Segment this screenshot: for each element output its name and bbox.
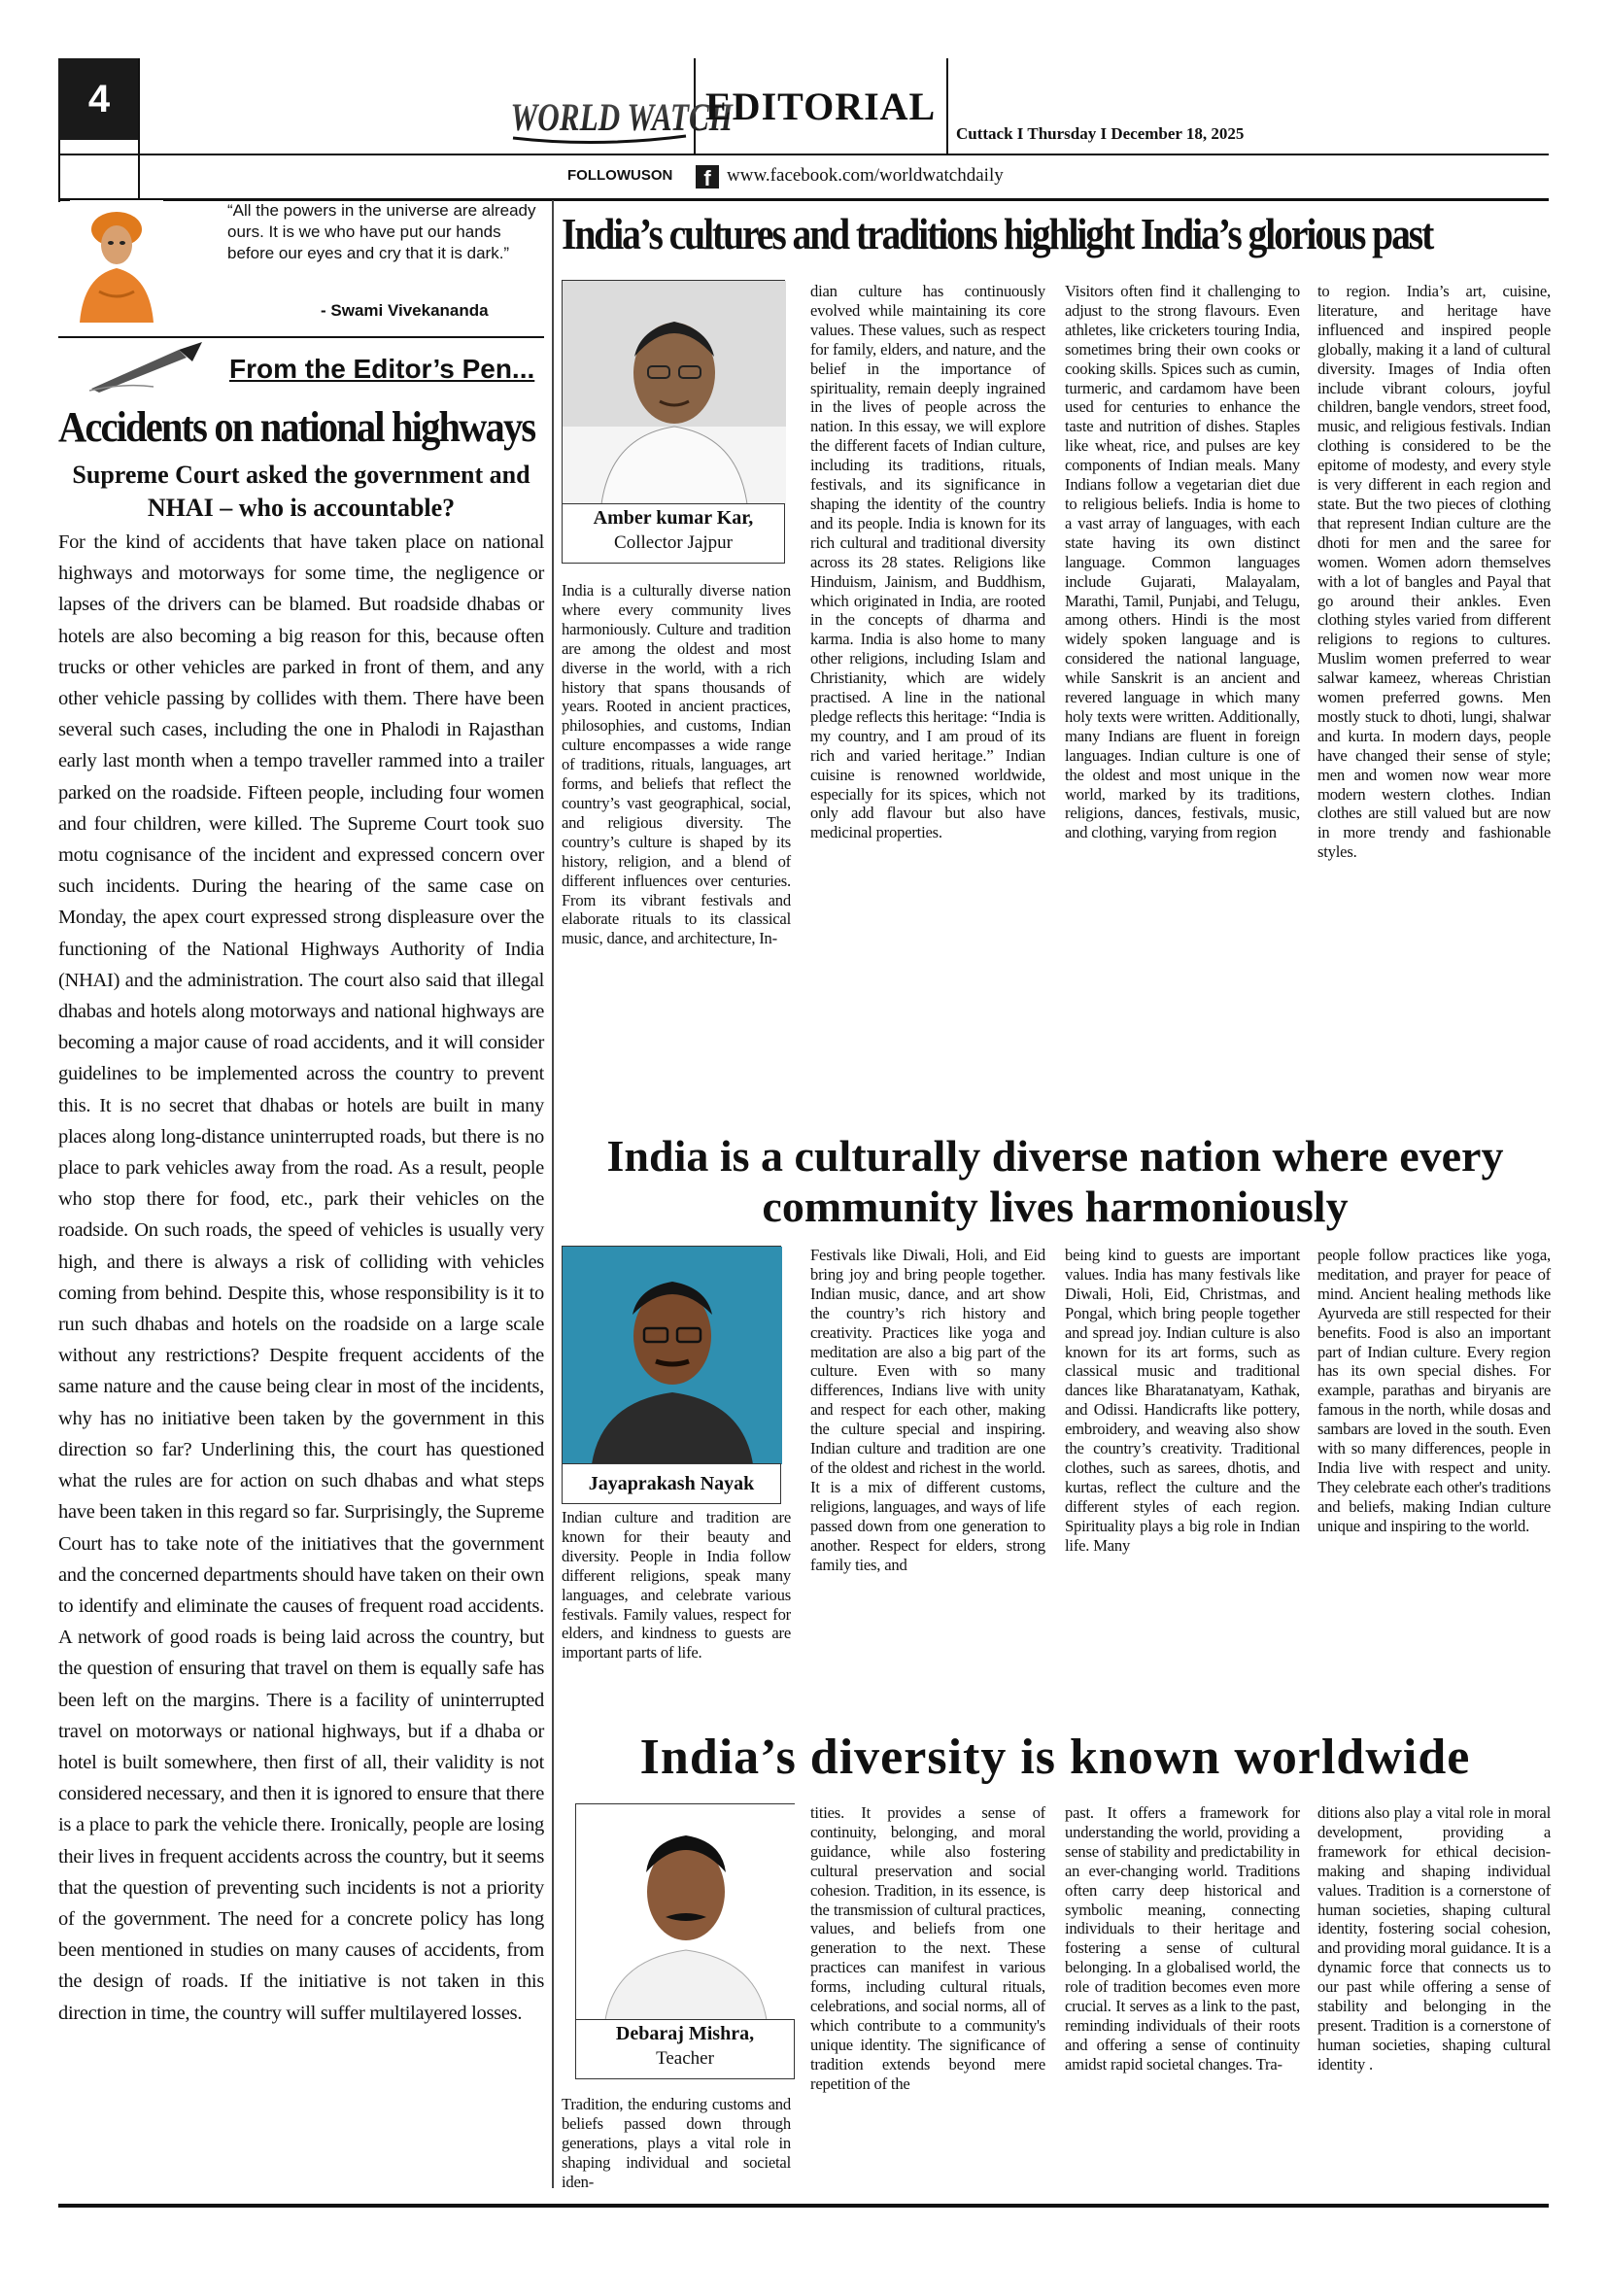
footer-rule bbox=[58, 2204, 1549, 2208]
author-role: Teacher bbox=[656, 2048, 714, 2069]
author-role: Collector Jajpur bbox=[614, 532, 733, 553]
editorial-body: For the kind of accidents that have taken place on national highways and motorways for some time, the negligence or lapses of the drivers can be blamed. But roadside dhabas or hotels are also becoming a big reason for this, because often trucks or other vehicles are parked in front of them, and any other vehicle passing by collides with them. There have been several such cases, including the one in Phalodi in Rajasthan early last month when a tempo traveller rammed into a trailer parked on the roadside. Fifteen people, including four women and four children, were killed. The Supreme Court took suo motu cognisance of the incident and expressed concern over such incidents. During the hearing of the same case on Monday, the apex court expressed strong displeasure over the functioning of the National Highways Authority of India (NHAI) and the administration. The court also said that illegal dhabas and hotels along motorways and national highways are becoming a major cause of road accidents, and it will consider guidelines to be implemented across the country to prevent this. It is no secret that dhabas or hotels are built in many places along long-distance uninterrupted roads, but there is no place to park vehicles away from the road. As a result, people who stop there for food, etc., park their vehicles on the roadside. On such roads, the speed of vehicles is usually very high, and there is always a risk of colliding with vehicles coming from behind. Despite this, whose responsibility is it to run such dhabas and hotels on the roadside on a large scale without any restrictions? Despite frequent accidents of the same nature and the cause being clear in most of the incidents, why has no initiative been taken by the government in this direction so far? Underlining this, the court has questioned what the rules are for action on such dhabas and what steps have been taken in this regard so far. Surprisingly, the Supreme Court has to take note of the initiatives that the government and the concerned departments should have taken on their own to identify and eliminate the causes of frequent road accidents. A network of good roads is being laid across the country, but the question of ensuring that travel on them is equally safe has been left on the margins. There is a facility of uninterrupted travel on motorways or national highways, but if a dhaba or hotel is built somewhere, then first of all, their validity is not considered necessary, and then it is ignored to ensure that there is a place to park the vehicle there. Ironically, people are losing their lives in frequent accidents across the country, but it seems that the question of preventing such incidents is not a priority of the government. The need for a concrete policy has long been mentioned in studies on many causes of accidents, from the design of roads. If the initiative is not taken in this direction in time, the country will suffer multilayered losses. bbox=[58, 531, 544, 2024]
author-caption-debaraj-mishra bbox=[575, 2019, 795, 2079]
author-caption-jayaprakash-nayak bbox=[562, 1463, 781, 1504]
facebook-link[interactable]: www.facebook.com/worldwatchdaily bbox=[727, 165, 1004, 186]
svg-text:WORLD WATCH: WORLD WATCH bbox=[510, 95, 734, 139]
article3-column-3: past. It offers a framework for understanding the world, providing a sense of stability and predictability in an ever-changing world. Traditions often carry deep historical and symbolic meaning, connecting individuals to their heritage and fostering a sense of cultural belonging. In a globalised world, the role of tradition becomes even more crucial. It serves as a link to the past, reminding individuals of their roots and offering a sense of continuity amidst rapid societal changes. Tra- bbox=[1065, 1803, 1300, 2073]
editorial-headline: Accidents on national highways bbox=[58, 403, 535, 451]
author-name: Amber kumar Kar, bbox=[593, 507, 754, 529]
article2-column-2: Festivals like Diwali, Holi, and Eid bring joy and bring people together. Indian music, dance, and art show the country’s rich history and creativity. Practices like yoga and meditation are also a big part of the culture. Even with so many differences, Indians live with unity and respect for each other, making the culture special and inspiring. Indian culture and tradition are one of the oldest and richest in the world. It is a mix of different customs, religions, languages, and ways of life passed down from one generation to another. Respect for elders, strong family ties, and bbox=[810, 1246, 1045, 1574]
dateline: Cuttack I Thursday I December 18, 2025 bbox=[956, 124, 1245, 143]
quote-author: - Swami Vivekananda bbox=[321, 301, 489, 320]
article2-column-3: being kind to guests are important values. India has many festivals like Diwali, Holi, Eid, Christmas, and Pongal, which bring people together and spread joy. Indian culture is also known for its art forms, such as classical music and traditional dances like Bharatanatyam, Kathak, and Odissi. Handicrafts like pottery, embroidery, and weaving also show the country’s creativity. Traditional clothes, such as sarees, dhotis, and kurtas, reflect the culture and the different styles of each region. Spirituality plays a big role in Indian life. Many bbox=[1065, 1246, 1300, 1555]
facebook-icon[interactable]: f bbox=[696, 165, 719, 188]
editorial-subheadline: Supreme Court asked the government and NHAI – who is accountable? bbox=[72, 461, 530, 522]
article1-headline: India’s cultures and traditions highlight India’s glorious past bbox=[562, 209, 1433, 258]
author-caption-amber-kumar-kar bbox=[562, 503, 785, 564]
editors-pen-kicker: From the Editor’s Pen... bbox=[229, 354, 535, 384]
fountain-pen-icon bbox=[85, 340, 212, 394]
article2-column-1: Indian culture and tradition are known for their beauty and diversity. People in India follow different religions, speak many languages, and celebrate various festivals. Family values, respect for elders, and kindness to guests are important parts of life. bbox=[562, 1508, 791, 1662]
column-divider bbox=[552, 200, 554, 2188]
article1-column-1: India is a culturally diverse nation where every community lives harmoniously. Culture and tradition are among the oldest and most diverse in the world, with a rich history that spans thousands of years. Rooted in ancient practices, philosophies, and customs, Indian culture encompasses a wide range of traditions, rituals, languages, art forms, and beliefs that reflect the country’s vast geographical, social, and religious diversity. The country’s culture is shaped by its history, religion, and a blend of different influences over centuries. From its vibrant festivals and elaborate rituals to its classical music, dance, and architecture, In- bbox=[562, 581, 791, 948]
article1-column-4: to region. India’s art, cuisine, literature, and heritage have influenced and inspired people globally, making it a land of cultural diversity. Images of India often include vibrant colours, joyful children, bangle vendors, street food, music, and religious festivals. Indian clothing is considered to be the epitome of modesty, and every style is very different in each region and state. But the two pieces of clothing that represent Indian culture are the dhoti for men and the saree for women. Women adorn themselves with a lot of bangles and Payal that go around their ankles. Even clothing styles varied from different religions to regions to cultures. Muslim women preferred to wear salwar kameez, whereas Christian women preferred gowns. Men mostly stuck to dhoti, lungi, shalwar and kurta. In modern days, people have changed their sense of style; men and women now wear more modern western clothes. Indian clothes are still valued but are now in more trendy and fashionable styles. bbox=[1317, 282, 1551, 862]
header-rule-top bbox=[58, 154, 1549, 155]
article3-column-2: tities. It provides a sense of continuity, belonging, and moral guidance, while also fostering cultural preservation and social cohesion. Tradition, in its essence, is the transmission of cultural practices, values, and beliefs from one generation to the next. These practices can manifest in various forms, including cultural rituals, celebrations, and social norms, all of which contribute to a community's unique identity. The significance of tradition extends beyond mere repetition of the bbox=[810, 1803, 1045, 2093]
article3-column-4: ditions also play a vital role in moral development, providing a framework for ethical decision-making and shaping individual values. Tradition is a cornerstone of human societies, shaping cultural identity, fostering social cohesion, and providing moral guidance. It is a dynamic force that connects us to our past while offering a sense of stability and belonging in the present. Tradition is a cornerstone of human societies, shaping cultural identity . bbox=[1317, 1803, 1551, 2073]
author-photo-jayaprakash-nayak bbox=[562, 1246, 781, 1463]
header-rule-section bbox=[946, 58, 948, 154]
article1-column-2: dian culture has continuously evolved while maintaining its core values. These values, such as respect for family, elders, and nature, and the belief in the importance of spirituality, remain deeply ingrained in the lives of people across the nation. In this essay, we will explore the different facets of Indian culture, including its traditions, rituals, festivals, and its significance in shaping the identity of the country and its people. India is known for its rich cultural and traditional diversity across its 28 states. Religions like Hinduism, Jainism, and Buddhism, which originated in India, are rooted in the concepts of dharma and karma. India is also home to many other religions, including Islam and Christianity, which are widely practised. A line in the national pledge reflects this heritage: “India is my country, and I am proud of its rich and varied heritage.” Indian cuisine is renowned worldwide, especially for its spices, which not only add flavour but also have medicinal properties. bbox=[810, 282, 1045, 842]
article1-column-3: Visitors often find it challenging to adjust to the strong flavours. Even athletes, like cricketers touring India, sometimes bring their own cooks or cooking skills. Spices such as cumin, turmeric, and cardamom have been used for centuries to enhance the taste and nutrition of dishes. Staples like wheat, rice, and pulses are key components of Indian meals. Many Indians follow a vegetarian diet due to religious beliefs. India is home to a vast array of languages, with each state having its own distinct language. Common languages include Gujarati, Malayalam, Marathi, Tamil, Punjabi, and Telugu, among others. Hindi is the most widely spoken language and is considered the national language, while Sanskrit is an ancient and revered language in which many holy texts were written. Additionally, many Indians are fluent in foreign languages. Indian culture is one of the oldest and most unique in the world, marked by its traditions, religions, dances, festivals, music, and clothing, varying from region bbox=[1065, 282, 1300, 842]
author-name: Jayaprakash Nayak bbox=[588, 1473, 755, 1494]
newspaper-logo bbox=[509, 80, 734, 152]
page-number: 4 bbox=[58, 58, 140, 140]
follow-us-label: FOLLOWUSON bbox=[567, 167, 673, 184]
article3-headline: India’s diversity is known worldwide bbox=[639, 1730, 1471, 1785]
author-photo-debaraj-mishra bbox=[575, 1803, 795, 2019]
author-photo-amber-kumar-kar bbox=[562, 280, 785, 503]
header-rule-page bbox=[138, 58, 140, 202]
article3-column-1: Tradition, the enduring customs and beliefs passed down through generations, plays a vital role in shaping individual and societal iden- bbox=[562, 2095, 791, 2191]
section-title: EDITORIAL bbox=[705, 85, 937, 128]
article2-column-4: people follow practices like yoga, meditation, and prayer for peace of mind. Ancient healing methods like Ayurveda are still respected for their benefits. Food is also an important part of Indian culture. Every region has its own special dishes. For example, parathas and biryanis are famous in the north, while dosas and sambars are loved in the south. Even with so many differences, people in India live with respect and unity. They celebrate each other's traditions and beliefs, making Indian culture unique and inspiring to the world. bbox=[1317, 1246, 1551, 1535]
quote-divider bbox=[58, 336, 544, 338]
quote-text: “All the powers in the universe are already ours. It is we who have put our hands before our eyes and cry that it is dark.” bbox=[227, 201, 536, 262]
author-name: Debaraj Mishra, bbox=[615, 2023, 755, 2044]
article2-headline: India is a culturally diverse nation where every community lives harmoniously bbox=[606, 1131, 1504, 1231]
swami-vivekananda-portrait bbox=[70, 200, 163, 323]
